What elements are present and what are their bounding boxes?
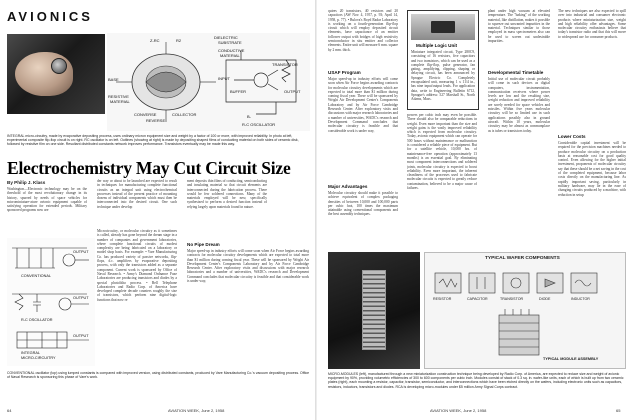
body-column-4: quires 20 transistors, 40 resistors and 20 capacitors (AW Nov. 4, 1957, p. 93; April 14, 1958, p. 77). • Bulova's Boyd Radar Laboratory is working on a fourth-generation flip-flop circuit which will employ deposited circuit elements, have capacitance of an emitter follower output with bridges of high resistivity semiconductor in situ emitter and collector elements. Entire unit will measure 6 mm. square by 2 mm. thick. [328, 9, 398, 52]
diagram-label: BUFFER [230, 89, 246, 94]
body-column-6b: Initial use of molecular circuit probably will come in such devices as digital computers, instrumentation, communication receivers where power levels are low and the resulting size, weight reduction and improved reliability are sorely needed for space vehicles and missiles. Within five years molecular circuitry will be so limited use in such applications possibly also in ground aircraft. Within 10 years, molecular circuitry may be almost as commonplace as is tubes or transistors today. [488, 77, 550, 133]
subhead-major-advantages: Major Advantages [328, 184, 368, 189]
diagram-label: OUTPUT [73, 334, 89, 338]
diagram-label: SUBSTRATE [218, 40, 242, 45]
diagram-label: DIELECTRIC [214, 35, 238, 40]
diagram-label: RESISTIVE [108, 94, 129, 99]
diagram-label: REVERSE [146, 118, 166, 123]
module-stack [362, 270, 386, 350]
fingertip [15, 52, 73, 96]
subhead-no-pipe-dream: No Pipe Dream [187, 242, 220, 247]
circuit-photo [7, 34, 105, 114]
caption-integral: INTEGRAL micro-circuitry, made by evaporative depositing process, uses ordinary micron equipment size and weight by a factor of 100 or more, with improved reliability. In photo at left, experimental composite flip-flop circuit is on right. RC oscillator is on left. Outlines (showing at right) is made by depositing shaped films of conducting material on both sides of ceramic disk, followed by resistive film on one side. Resultant distributed constants network improves performance. Transistors eventually may be made this way. [7, 134, 299, 147]
diagram-label: B- [247, 114, 251, 119]
body-column-7b: Considerable capital investment will be required for the precision machines needed to produce molecular circuitry on a production basis at reasonable cost for good quality control. Even allowing for the higher initial investment, proponents of molecular circuitry say that these should be a net saving in the cost of the completed equipment, because labor costs directly on the manufacturing line. As rapidly important saving, particularly in military hardware, may lie in the ease of changing circuits produced by a machine, with reduction in setup [558, 141, 626, 197]
micro-module-photo [328, 252, 420, 369]
caption-micro-modules: MICRO-MODULES (left), manufactured through a new miniaturization construction technique being developed by Radio Corp. of America, are expected to reduce size and weight of avionic equipment by 90%, providing volumetric efficiencies of 300 to 600 components per cubic inch. Modules consist of stack of 0.3 sq. in. wafer-like units, each of which is built up from two ceramic plates (right), each mounting a resistor, capacitor, transistor, semiconductor, and interconnections which have been etched directly on the wafers, including electronic units such as capacitors, resistors, inductors, transistors and diodes. RCA is developing micro-modules under $5 million Army Signal Corps contract. [328, 372, 624, 389]
logic-unit-module [431, 21, 455, 33]
diagram-label: COLLECTOR [172, 112, 197, 117]
diagram-label: TRANSISTOR [272, 62, 298, 67]
diagram-label: INTEGRAL [21, 351, 40, 355]
diagram-label: OUTPUT [73, 296, 89, 300]
diagram-label: OUTPUT [284, 89, 301, 94]
body-column-7: The new techniques are also expected to spill over into industrial and consumer electronic products where miniaturization size, weight and high reliability offer advantages. Some molecular circuitry enthusiasts believe that today's transistor radio and that this will move to widespread use for consumer products. [558, 9, 626, 39]
body-column-4b: Major speed-up in industry efforts will come soon when Air Force begins awarding contracts for molecular circuitry developments which are expected to total more than $1 million during coming fiscal year. These will be sponsored by Wright Air Development Center's Components Laboratory and by Air Force Cambridge Research Center. After exploratory visits and discussions with major research laboratories and a number of universities, WADC's research and Development Command concludes that molecular circuitry is feasible and that considerable work is under way, [328, 77, 398, 133]
byline: By Philip J. Klass [7, 180, 46, 185]
folio-left: AVIATION WEEK, June 2, 1958 [168, 408, 225, 413]
wafer-label: TYPICAL MODULE ASSEMBLY [543, 357, 599, 361]
subhead-lower-costs: Lower Costs [558, 134, 586, 139]
body-column-2b: Microcircuitry, or molecular circuitry as it sometimes is called, already has gone beyond the dream stage in a number of companies and government laboratories, where complete functional circuits of modest complexity are being fabricated on a laboratory or model shop basis. For example: • Vare Manufacturing Co. has produced variety of passive networks, flip-flops, d.c. amplifiers by evaporative depositing process, with only the transistors added as a separate component. Current work is sponsored by Office of Naval Research. • Army's Diamond Ordnance Fuze Laboratories are producing transistors and diodes by a special photolitho process. • Bell Telephone Laboratories and Radio Corp. of America have developed complete decade counters roughly the size of transistors, which perform nine digital-logic functions that now re [97, 229, 177, 302]
body-column-1: Washington—Electronic technology may be on the threshold of the most revolutionary change in its history, spurred by needs of space vehicles for microminiature-ature avionic equipment capable of satisfying operation for extended periods. Military sponsored programs now are [7, 187, 87, 213]
diagram-left-labels [7, 238, 95, 366]
diagram-label: R-C OSCILLATOR [242, 122, 276, 127]
sidebar-photo [411, 14, 475, 40]
wafer-panel-title: TYPICAL WAFER COMPONENTS [485, 256, 560, 261]
diagram-label: MATERIAL [110, 99, 130, 104]
page-gutter [315, 0, 317, 420]
diagram-labels [106, 32, 311, 132]
diagram-label: MATERIAL [220, 53, 240, 58]
diagram-label: OUTPUT [73, 250, 89, 254]
body-column-3: ment deposits thin films of conducting, semiconducting and insulating material so that circuit elements are interconnected during the fabrication process. There would be few soldered connections. Many of the materials employed will be new, specifically synthesized to perform a desired function instead of relying largely upon materials found in nature. [187, 179, 267, 209]
diagram-label: CONVENTIONAL [21, 274, 51, 278]
body-column-4c: Molecular circuitry should make it possible to achieve equivalent of complex packaging densities of between 10,000 and 100,000 parts per cubic foot, 100 times the maximum attainable using conventional components and the best assembly techniques. [328, 191, 398, 217]
body-column-6: plant under high vacuum at elevated temperature. The "baking" of the working material, like distillation, makes it possible to squeeze out unwanted impurities in the material. Techniques similar to those employed in mass spectrometers also can be used to screen out undesirable impurities. [488, 9, 550, 44]
diagram-label: R2 [176, 38, 182, 43]
wafer-label: DIODE [539, 297, 551, 301]
diagram-label: CONVERSE [134, 112, 157, 117]
sidebar-title: Multiple Logic Unit [416, 43, 458, 48]
sidebar-box [407, 10, 479, 110]
body-column-2: der way or about to be launched are expected to result in techniques for manufacturing complete functional circuits as an integral unit using electrochemical processes instead of the present practice of mounting dozens of individual components which must then be interconnected into the desired circuit. One such technique under develop [97, 179, 177, 209]
sidebar-body: Miniature integrated circuit, Type 280C9, consisting of 16 resistors, five capacitors and two transistors, which can be used as a complete flip-flop, pulse generator, fan gating, amplifying, clipping, shaping or delaying circuit, has been announced by Sprague Electric Co. Completely encapsulated unit, measuring 1 x 11/4 in., has nine input/output leads. For application data, write to Engineering Bulletin 6712, Sprague's address: 527 Marshall St., North Adams, Mass. [411, 50, 475, 102]
body-column-5: powers per cubic inch may even be possible. There should also be comparable reductions in weight. Even more important than the size and weight gains is the vastly improved reliability which is expected from molecular circuitry. Today, avionic equipment which can operate for 500 hours without maintenance or malfunction is considered a reliable piece of equipment. But for a satellite vehicle, 10,000 hrs. of maintenance-free operation (approximately 13 months) is an essential goal. By eliminating most component interconnections and soldered joints, molecular circuitry is expected to boost reliability. Even more important, the inherent cleanliness of the processes used to fabricate molecular circuits is expected to greatly reduce contamination, believed to be a major cause of failures. [407, 113, 477, 191]
micro-circuit-chip [51, 58, 67, 74]
folio-right: AVIATION WEEK, June 2, 1958 [430, 408, 487, 413]
wafer-components-panel [424, 252, 626, 369]
diagram-label: MICRO-CIRCUITRY [21, 356, 56, 360]
diagram-label: BASE [108, 77, 119, 82]
headline: Electrochemistry May Cut Circuit Size [7, 158, 291, 178]
page-number-left: 64 [7, 408, 12, 413]
diagram-label: INPUT [218, 76, 230, 81]
section-header: AVIONICS [7, 9, 93, 24]
wafer-diagram [429, 265, 623, 365]
body-column-3b: Major speed-up in industry efforts will come soon when Air Force begins awarding contracts for molecular circuitry developments which are expected to total more than $1 million during coming fiscal year. These will be sponsored by Wright Air Development Center's Components Laboratory and by Air Force Cambridge Research Center. After exploratory visits and discussions with major research laboratories and a number of universities, WADC's research and Development Command concludes that molecular circuitry is feasible and that considerable work is under way, [187, 249, 309, 284]
diagram-label: R-C OSCILLATOR [21, 318, 53, 322]
subhead-usaf-program: USAF Program [328, 70, 361, 75]
wafer-label: RESISTOR [433, 297, 452, 301]
subhead-developmental-timetable: Developmental Timetable [488, 70, 544, 75]
wafer-label: INDUCTOR [571, 297, 590, 301]
caption-conventional: CONVENTIONAL oscillator (top) using lumped constants is compared with improved version, using distributed constants, produced by Vare Manufacturing Co.'s vacuum depositing process. Office of Naval Research is sponsoring this phase of Vare's work. [7, 371, 310, 380]
page-number-right: 65 [616, 408, 621, 413]
wafer-label: TRANSISTOR [500, 297, 524, 301]
diagram-label: Z-RC [150, 38, 160, 43]
diagram-label: CONDUCTIVE [218, 48, 245, 53]
wafer-label: CAPACITOR [467, 297, 488, 301]
